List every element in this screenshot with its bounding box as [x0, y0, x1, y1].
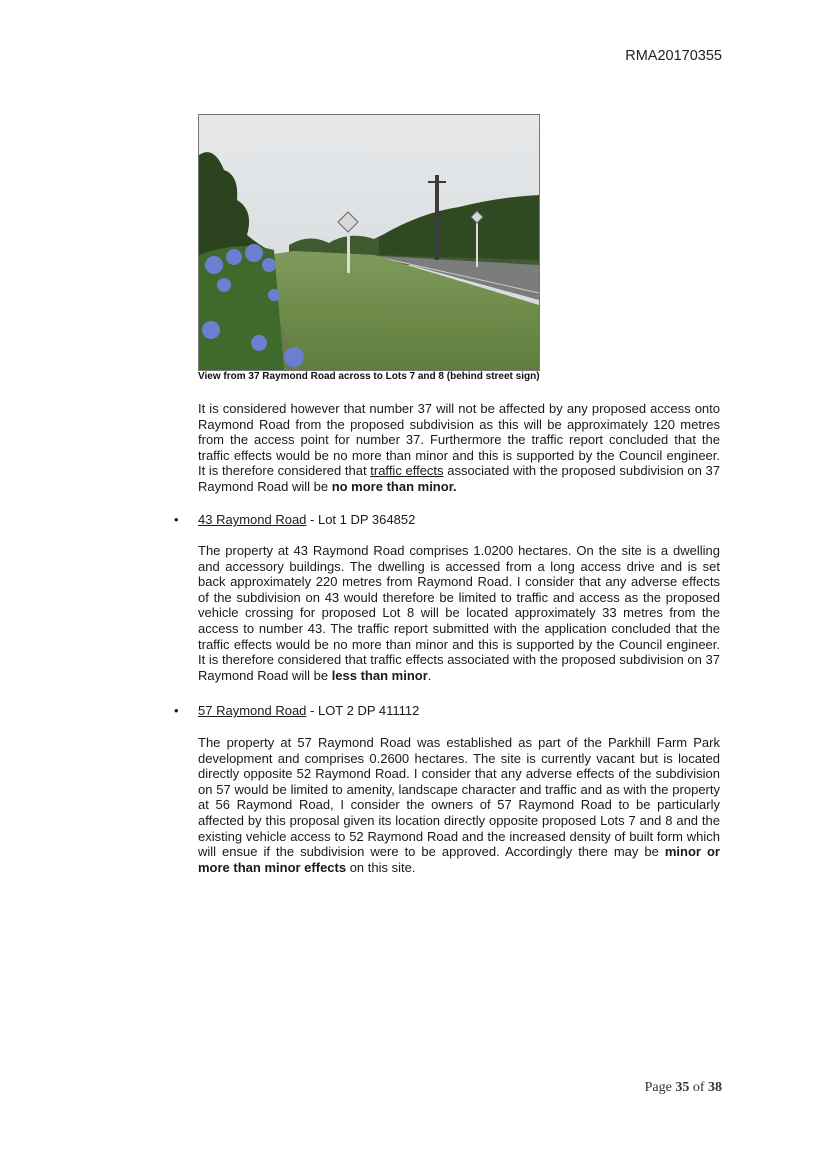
property-address: 57 Raymond Road — [198, 703, 307, 718]
property-address: 43 Raymond Road — [198, 512, 307, 527]
document-reference: RMA20170355 — [625, 48, 722, 64]
paragraph-text: on this site. — [346, 859, 416, 875]
paragraph-text: The property at 57 Raymond Road was established as part of the Parkhill Farm Park development and comprises 0.2600 hectares. The site is currently vacant but is located directly opposite 52 Raymond Road. I consider that any adverse effects of the subdivision on 57 would be limited to amenity, landscape character and traffic and as with the property at 56 Raymond Road, I consider the owners of 57 Raymond Road to be particularly affected by this proposal given its location directly opposite proposed Lots 7 and 8 and the existing vehicle access to 52 Raymond Road and the increased density of built form which will ensue if the subdivision were to be approved. Accordingly there may be — [198, 735, 720, 860]
bullet-heading — [198, 512, 415, 528]
page-footer — [560, 1080, 722, 1096]
conclusion-bold: minor or more than minor effects — [198, 844, 720, 875]
paragraph-57-raymond-road — [198, 735, 720, 875]
underlined-phrase: traffic effects — [370, 463, 444, 479]
conclusion-bold: less than minor — [331, 667, 428, 683]
paragraph-37-raymond-road — [198, 401, 720, 495]
bullet-dot: • — [174, 703, 179, 718]
road-scene-image — [199, 115, 539, 370]
figure-caption: View from 37 Raymond Road across to Lots 7 and 8 (behind street sign) — [198, 371, 540, 382]
bullet-heading — [198, 703, 419, 719]
page-number: 35 — [675, 1080, 690, 1095]
conclusion-bold: no more than minor. — [331, 478, 457, 494]
roadside-photo — [198, 114, 540, 371]
total-pages: 38 — [708, 1080, 722, 1095]
paragraph-43-raymond-road — [198, 543, 720, 683]
paragraph-text: associated with the proposed subdivision on 37 Raymond Road will be — [198, 463, 720, 494]
legal-description: - Lot 1 DP 364852 — [306, 512, 416, 527]
of-word: of — [692, 1080, 705, 1095]
page-word: Page — [644, 1080, 672, 1095]
legal-description: - LOT 2 DP 411112 — [306, 703, 420, 718]
paragraph-text: . — [427, 667, 432, 683]
bullet-dot: • — [174, 512, 179, 527]
paragraph-text: It is considered however that number 37 will not be affected by any proposed access onto Raymond Road from the proposed subdivision as this will be approximately 120 metres from the access point for number 37. Furthermore the traffic report concluded that the traffic effects would be no more than minor and this is supported by the Council engineer. It is therefore considered that — [198, 401, 720, 479]
paragraph-text: The property at 43 Raymond Road comprises 1.0200 hectares. On the site is a dwelling and accessory buildings. The dwelling is accessed from a long access drive and is set back approximately 220 metres from Raymond Road. I consider that any adverse effects of the subdivision on 43 would therefore be limited to traffic and access as the proposed vehicle crossing for proposed Lot 8 will be located approximately 33 metres from the access to number 43. The traffic report submitted with the application concluded that the traffic effects would be no more than minor and this is supported by the Council engineer. It is therefore considered that traffic effects associated with the proposed subdivision on 37 Raymond Road will be — [198, 543, 720, 683]
